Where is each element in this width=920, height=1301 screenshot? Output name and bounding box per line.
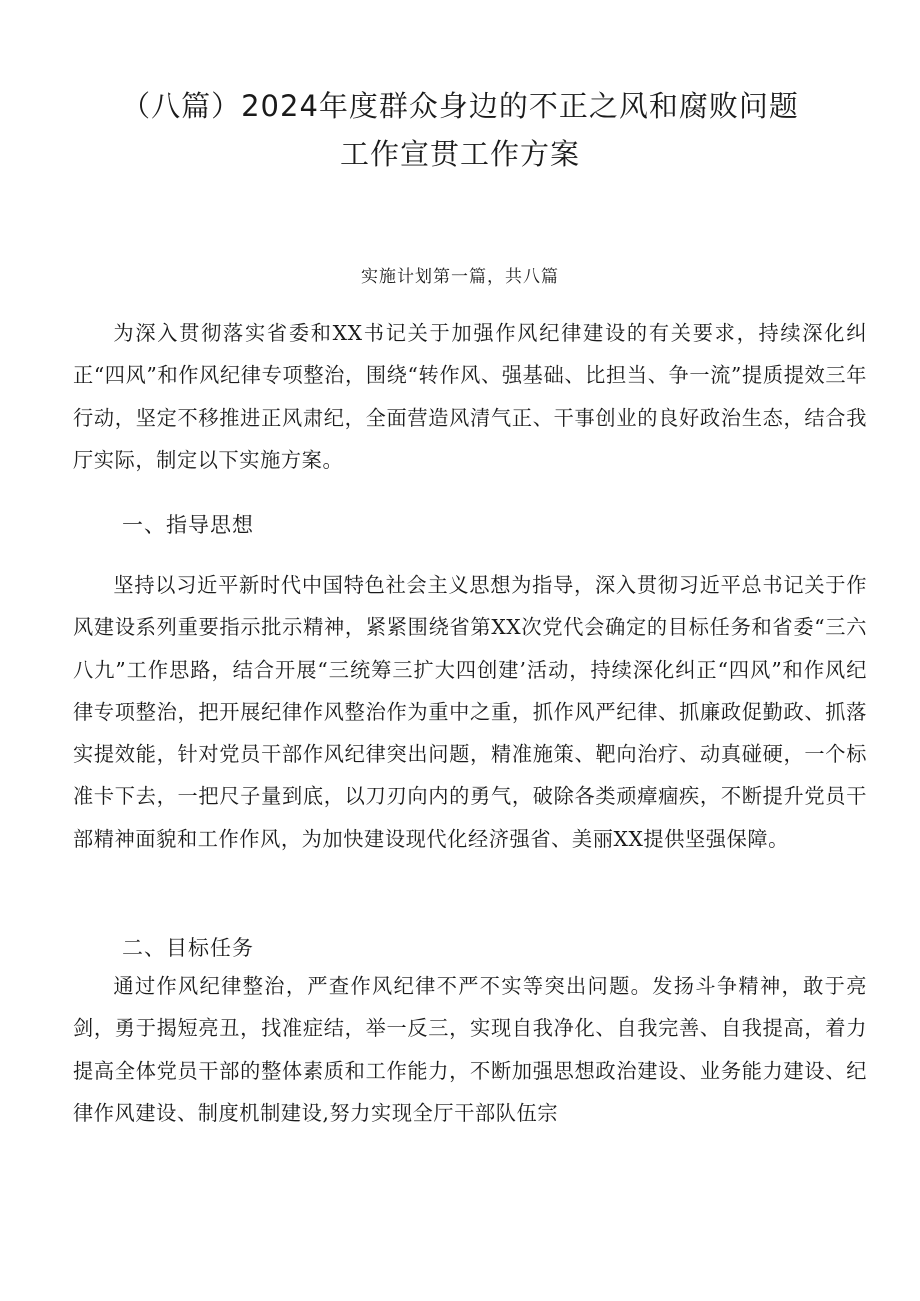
intro-paragraph: 为深入贯彻落实省委和XX书记关于加强作风纪律建设的有关要求，持续深化纠正“四风”和作风纪律专项整治，围绕“转作风、强基础、比担当、争一流”提质提效三年行动，坚定不移推进正风肃纪，全面营造风清气正、干事创业的良好政治生态，结合我厅实际，制定以下实施方案。	[73, 321, 867, 472]
document-subtitle: 实施计划第一篇，共八篇	[361, 267, 559, 287]
section-body-objectives: 通过作风纪律整治，严查作风纪律不严不实等突出问题。发扬斗争精神，敢于亮剑，勇于揭短亮丑，找准症结，举一反三，实现自我净化、自我完善、自我提高，着力提高全体党员干部的整体素质和工作能力，不断加强思想政治建设、业务能力建设、纪律作风建设、制度机制建设,努力实现全厅干部队伍宗	[73, 974, 867, 1125]
section-heading-objectives: 二、目标任务	[122, 936, 254, 960]
document-title-line-2: 工作宣贯工作方案	[339, 137, 580, 171]
section-heading-guiding-ideology: 一、指导思想	[122, 513, 254, 537]
document-title-line-1: （八篇）2024年度群众身边的不正之风和腐败问题	[121, 89, 799, 123]
section-body-guiding-ideology: 坚持以习近平新时代中国特色社会主义思想为指导，深入贯彻习近平总书记关于作风建设系列重要指示批示精神，紧紧围绕省第XX次党代会确定的目标任务和省委“三六八九”工作思路，结合开展“三统筹三扩大四创建’活动，持续深化纠正“四风”和作风纪律专项整治，把开展纪律作风整治作为重中之重，抓作风严纪律、抓廉政促勤政、抓落实提效能，针对党员干部作风纪律突出问题，精准施策、靶向治疗、动真碰硬，一个标准卡下去，一把尺子量到底，以刀刃向内的勇气，破除各类顽瘴痼疾，不断提升党员干部精神面貌和工作作风，为加快建设现代化经济强省、美丽XX提供坚强保障。	[73, 573, 867, 851]
